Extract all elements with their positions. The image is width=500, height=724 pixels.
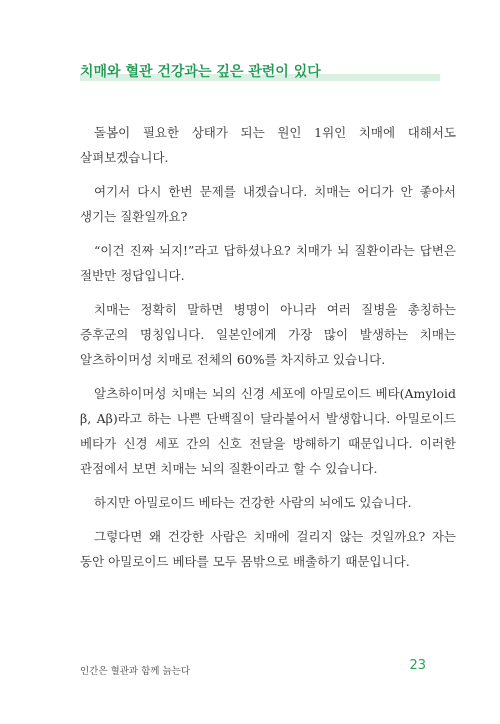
page-number: 23 [409,658,426,673]
paragraph: 그렇다면 왜 건강한 사람은 치매에 걸리지 않는 것일까요? 자는 동안 아밀로이드 베타를 모두 몸밖으로 배출하기 때문입니다. [80,529,456,569]
footer-book-title: 인간은 혈관과 함께 늙는다 [80,666,191,677]
paragraph: 여기서 다시 한번 문제를 내겠습니다. 치매는 어디가 안 좋아서 생기는 질환일까요? [80,184,456,224]
section-heading: 치매와 혈관 건강과는 깊은 관련이 있다 [80,61,440,83]
paragraph: 치매는 정확히 말하면 병명이 아니라 여러 질병을 총칭하는 증후군의 명칭입니다. 일본인에게 가장 많이 발생하는 치매는 알츠하이머성 치매로 전체의 60%를 차지하고 있습니다. [80,302,456,367]
paragraph: 하지만 아밀로이드 베타는 건강한 사람의 뇌에도 있습니다. [94,495,412,510]
paragraph: 알츠하이머성 치매는 뇌의 신경 세포에 아밀로이드 베타(Amyloid β, Aβ)라고 하는 나쁜 단백질이 달라붙어서 발생합니다. 아밀로이드 베타가 신경 세포 간의 신호 전달을 방해하기 때문입니다. 이러한 관점에서 보면 치매는 뇌의 질환이라고 할 수 있습니다. [80,386,456,476]
paragraph: 돌봄이 필요한 상태가 되는 원인 1위인 치매에 대해서도 살펴보겠습니다. [80,125,456,165]
paragraph: “이건 진짜 뇌지!”라고 답하셨나요? 치매가 뇌 질환이라는 답변은 절반만 정답입니다. [80,243,456,283]
body-text [80,120,456,583]
